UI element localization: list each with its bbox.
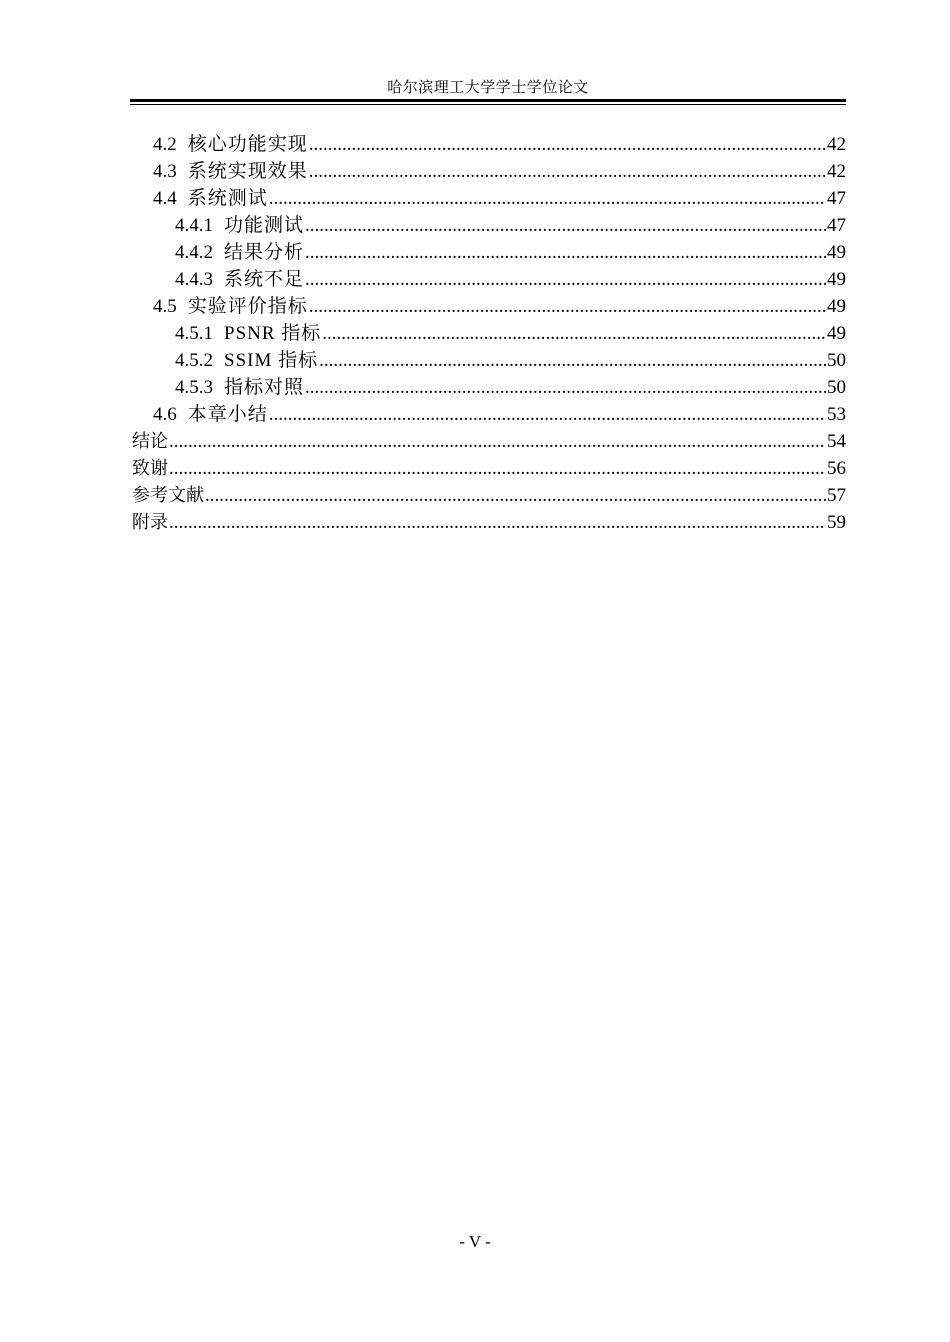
toc-entry-title: 致谢: [132, 458, 168, 479]
running-header: 哈尔滨理工大学学士学位论文: [387, 80, 589, 96]
toc-entry-number: 4.5: [153, 296, 177, 317]
toc-entry-number: 4.5.1: [175, 323, 213, 344]
toc-entry-title: 指标对照: [224, 377, 305, 398]
toc-entry-title: SSIM 指标: [224, 350, 319, 371]
toc-entry[interactable]: [132, 185, 846, 212]
toc-entry-number: 4.5.2: [175, 350, 213, 371]
toc-entry-number: 4.4.3: [175, 269, 213, 290]
toc-entry-title: 系统实现效果: [187, 161, 308, 182]
toc-entry-number: 4.4: [153, 188, 177, 209]
header-rule-thin: [130, 104, 846, 105]
toc-entry[interactable]: [132, 158, 846, 185]
toc-entry[interactable]: [132, 347, 846, 374]
toc-entry[interactable]: [132, 374, 846, 401]
toc-entry-page: 49: [827, 242, 846, 263]
toc-entry-page: 47: [827, 188, 846, 209]
toc-entry[interactable]: [132, 293, 846, 320]
toc-entry-page: 54: [827, 431, 846, 452]
toc-entry-number: 4.4.1: [175, 215, 213, 236]
toc-entry-number: 4.6: [153, 404, 177, 425]
toc-dot-leader: [169, 455, 826, 482]
toc-entry-page: 50: [827, 350, 846, 371]
toc-entry-number: 4.3: [153, 161, 177, 182]
toc-entry-title: 结论: [132, 431, 168, 452]
toc-entry-number: 4.4.2: [175, 242, 213, 263]
toc-entry-number: 4.5.3: [175, 377, 213, 398]
toc-entry[interactable]: [132, 428, 846, 455]
toc-entry-page: 49: [827, 323, 846, 344]
toc-entry[interactable]: [132, 401, 846, 428]
toc-entry[interactable]: [132, 482, 846, 509]
toc-dot-leader: [305, 239, 826, 266]
toc-dot-leader: [269, 401, 826, 428]
toc-entry-title: 核心功能实现: [187, 134, 308, 155]
toc-entry-number: 4.2: [153, 134, 177, 155]
toc-entry-page: 56: [827, 458, 846, 479]
toc-dot-leader: [309, 293, 826, 320]
toc-entry-title: 系统测试: [187, 188, 268, 209]
toc-entry[interactable]: [132, 455, 846, 482]
toc-dot-leader: [305, 212, 826, 239]
toc-entry-page: 57: [827, 485, 846, 506]
toc-dot-leader: [269, 185, 826, 212]
toc-entry-page: 49: [827, 296, 846, 317]
toc-entry[interactable]: [132, 266, 846, 293]
toc-entry-page: 42: [827, 134, 846, 155]
toc-entry-page: 53: [827, 404, 846, 425]
table-of-contents: [132, 131, 846, 536]
toc-entry-page: 49: [827, 269, 846, 290]
toc-entry-title: 附录: [132, 512, 168, 533]
toc-entry-title: 本章小结: [187, 404, 268, 425]
page-number: - V -: [459, 1232, 491, 1251]
toc-entry-page: 47: [827, 215, 846, 236]
toc-dot-leader: [169, 509, 826, 536]
toc-dot-leader: [169, 428, 826, 455]
toc-entry-title: 实验评价指标: [187, 296, 308, 317]
toc-dot-leader: [322, 320, 826, 347]
toc-entry-title: 参考文献: [132, 485, 204, 506]
toc-entry[interactable]: [132, 320, 846, 347]
toc-dot-leader: [205, 482, 826, 509]
toc-entry[interactable]: [132, 509, 846, 536]
toc-entry-title: PSNR 指标: [224, 323, 322, 344]
toc-entry[interactable]: [132, 212, 846, 239]
toc-entry[interactable]: [132, 131, 846, 158]
toc-dot-leader: [309, 158, 826, 185]
toc-dot-leader: [305, 266, 826, 293]
toc-dot-leader: [319, 347, 826, 374]
toc-entry-title: 结果分析: [224, 242, 305, 263]
toc-entry[interactable]: [132, 239, 846, 266]
toc-entry-page: 59: [827, 512, 846, 533]
toc-dot-leader: [305, 374, 826, 401]
toc-entry-page: 42: [827, 161, 846, 182]
header-rule-thick: [130, 99, 846, 102]
toc-dot-leader: [309, 131, 826, 158]
toc-entry-page: 50: [827, 377, 846, 398]
toc-entry-title: 系统不足: [224, 269, 305, 290]
toc-entry-title: 功能测试: [224, 215, 305, 236]
